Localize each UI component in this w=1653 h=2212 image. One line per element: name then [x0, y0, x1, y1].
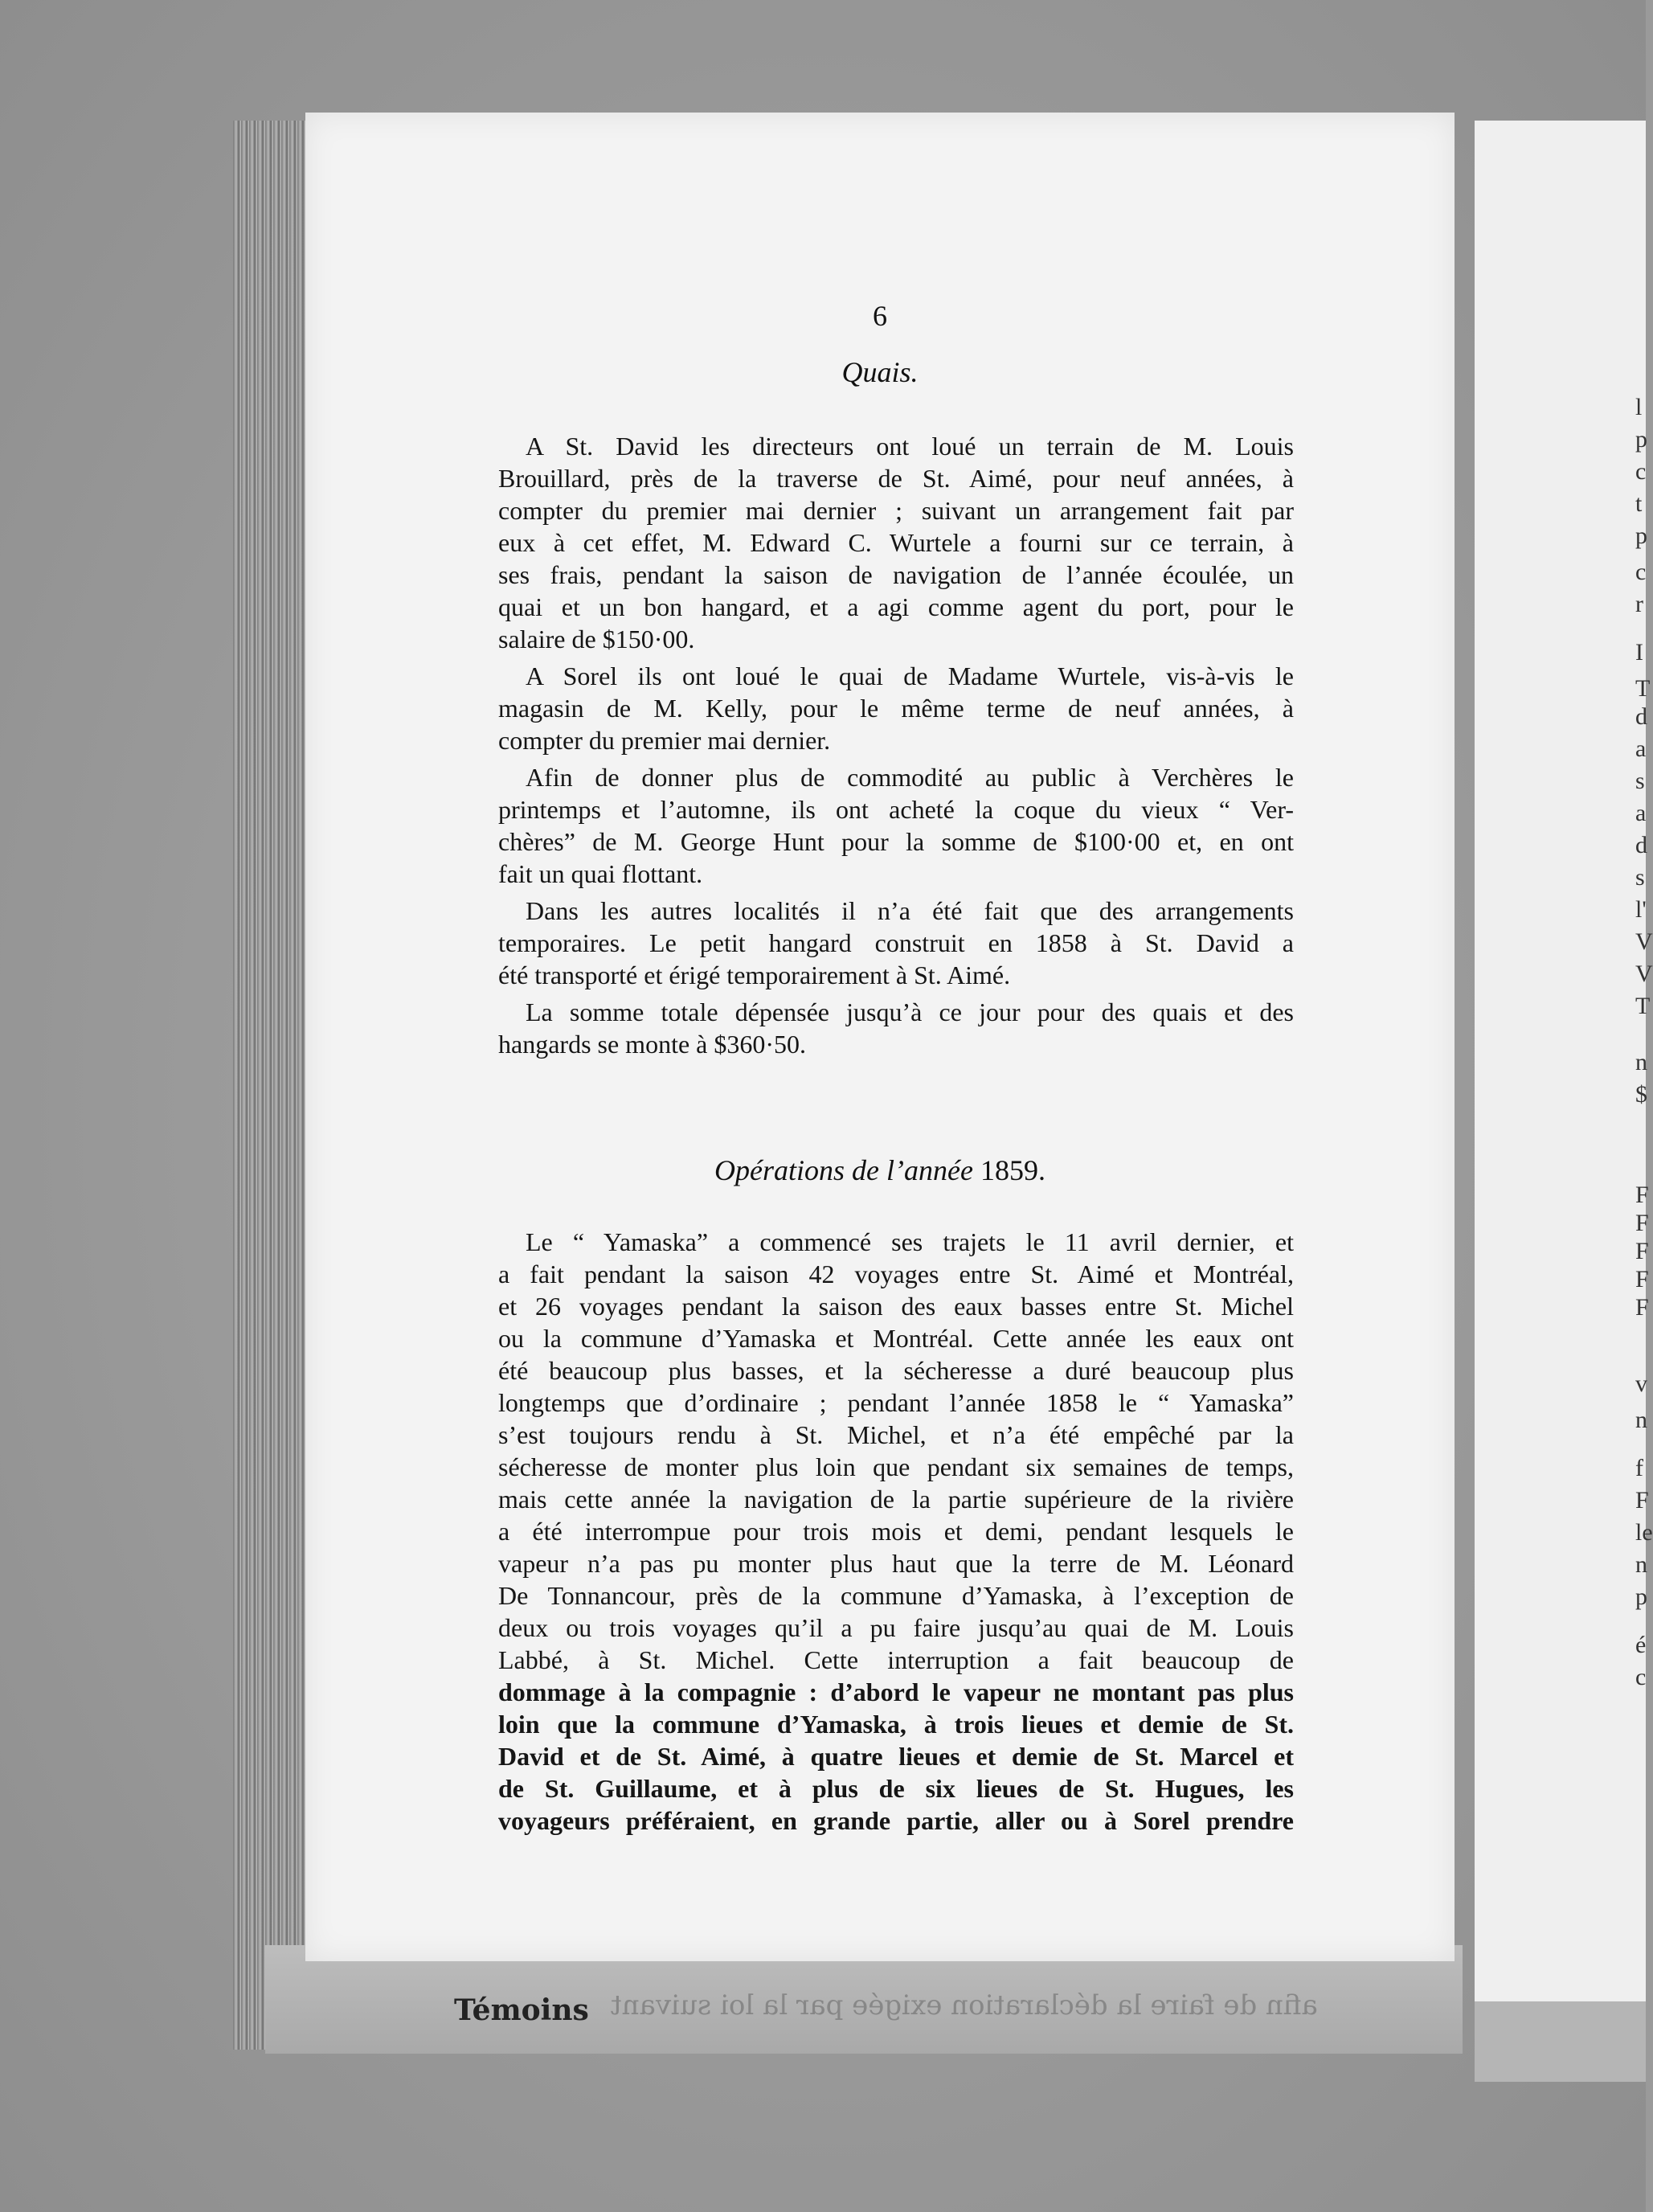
text-line: Dans les autres localités il n’a été fait que des arrangements — [526, 896, 1294, 925]
facing-page-text-fragment: F — [1635, 1210, 1649, 1236]
text-line: a fait pendant la saison 42 voyages entre St. Aimé et Montréal, — [498, 1260, 1294, 1288]
facing-page-text-fragment: F — [1635, 1487, 1649, 1514]
text-line: fait un quai flottant. — [498, 859, 703, 888]
text-line: ou la commune d’Yamaska et Montréal. Cette année les eaux ont — [498, 1324, 1294, 1353]
text-line: loin que la commune d’Yamaska, à trois lieues et demie de St. — [498, 1710, 1294, 1739]
facing-page-text-fragment: I — [1635, 639, 1643, 666]
facing-page-text-fragment: s — [1635, 768, 1645, 794]
facing-page-bottom — [1475, 2001, 1646, 2082]
facing-page-text-fragment: V — [1635, 961, 1653, 987]
text-line: salaire de $150·00. — [498, 625, 695, 653]
page-number: 6 — [873, 300, 887, 332]
text-line: s’est toujours rendu à St. Michel, et n’a été empêché par la — [498, 1420, 1294, 1449]
text-line: compter du premier mai dernier. — [498, 726, 831, 755]
text-line: compter du premier mai dernier ; suivant un arrangement fait par — [498, 496, 1294, 525]
text-line: De Tonnancour, près de la commune d’Yamaska, à l’exception de — [498, 1581, 1294, 1610]
book-page-edges — [233, 121, 313, 2050]
text-line: chères” de M. George Hunt pour la somme de $100·00 et, en ont — [498, 827, 1294, 856]
facing-page-text-fragment: p — [1635, 1583, 1647, 1610]
facing-page-text-fragment: l' — [1635, 896, 1647, 923]
facing-page-text-fragment: T — [1635, 993, 1651, 1019]
facing-page — [1475, 121, 1653, 2001]
section-quais-body — [498, 430, 1294, 1065]
text-line: quai et un bon hangard, et a agi comme agent du port, pour le — [498, 592, 1294, 621]
text-line: A Sorel ils ont loué le quai de Madame Wurtele, vis-à-vis le — [526, 662, 1294, 690]
paragraph — [498, 660, 1294, 756]
facing-page-text-fragment: F — [1635, 1294, 1649, 1321]
paragraph — [498, 1226, 1294, 1837]
text-line: Le “ Yamaska” a commencé ses trajets le 11 avril dernier, et — [526, 1227, 1294, 1256]
section-heading-quais — [305, 355, 1455, 389]
underlying-page-label: Témoins — [454, 1993, 589, 2027]
facing-page-text-fragment: F — [1635, 1238, 1649, 1264]
text-line: La somme totale dépensée jusqu’à ce jour pour des quais et des — [526, 997, 1294, 1026]
text-line: David et de St. Aimé, à quatre lieues et demie de St. Marcel et — [498, 1742, 1294, 1771]
facing-page-text-fragment: T — [1635, 675, 1651, 702]
facing-page-text-fragment: p — [1635, 522, 1647, 549]
facing-page-text-fragment: a — [1635, 735, 1647, 762]
text-line: été transporté et érigé temporairement à St. Aimé. — [498, 961, 1011, 989]
text-line: été beaucoup plus basses, et la sécheresse a duré beaucoup plus — [498, 1356, 1294, 1385]
facing-page-text-fragment: é — [1635, 1632, 1647, 1658]
facing-page-text-fragment: V — [1635, 928, 1653, 955]
paragraph — [498, 895, 1294, 991]
text-line: voyageurs préféraient, en grande partie, aller ou à Sorel prendre — [498, 1806, 1294, 1835]
text-line: printemps et l’automne, ils ont acheté la coque du vieux “ Ver- — [498, 795, 1294, 824]
paragraph — [498, 761, 1294, 890]
text-line: mais cette année la navigation de la partie supérieure de la rivière — [498, 1485, 1294, 1514]
facing-page-text-fragment: c — [1635, 1664, 1647, 1690]
facing-page-text-fragment: F — [1635, 1266, 1649, 1292]
paragraph — [498, 996, 1294, 1060]
facing-page-text-fragment: F — [1635, 1182, 1649, 1208]
facing-page-text-fragment: p — [1635, 426, 1647, 453]
text-line: deux ou trois voyages qu’il a pu faire jusqu’au quai de M. Louis — [498, 1613, 1294, 1642]
text-line: de St. Guillaume, et à plus de six lieues de St. Hugues, les — [498, 1774, 1294, 1803]
facing-page-text-fragment: le — [1635, 1519, 1653, 1546]
facing-page-text-fragment: n — [1635, 1407, 1647, 1433]
facing-page-text-fragment: a — [1635, 800, 1647, 826]
paragraph — [498, 430, 1294, 655]
mirrored-bleed-text: afin de faire la déclaration exigée par la loi suivant — [611, 1989, 1318, 2022]
section-heading-operations — [305, 1153, 1455, 1187]
facing-page-text-fragment: v — [1635, 1370, 1647, 1397]
text-line: Brouillard, près de la traverse de St. Aimé, pour neuf années, à — [498, 464, 1294, 493]
facing-page-text-fragment: n — [1635, 1049, 1647, 1075]
text-line: hangards se monte à $360·50. — [498, 1030, 807, 1059]
text-line: eux à cet effet, M. Edward C. Wurtele a fourni sur ce terrain, à — [498, 528, 1294, 557]
text-line: ses frais, pendant la saison de navigation de l’année écoulée, un — [498, 560, 1294, 589]
section-heading-text: Quais. — [841, 356, 919, 388]
document-page — [305, 113, 1455, 1961]
text-line: et 26 voyages pendant la saison des eaux basses entre St. Michel — [498, 1292, 1294, 1321]
facing-page-text-fragment: d — [1635, 703, 1647, 730]
text-line: temporaires. Le petit hangard construit en 1858 à St. David a — [498, 928, 1294, 957]
section-heading-italic: Opérations de l’année — [714, 1154, 973, 1186]
text-line: Afin de donner plus de commodité au public à Verchères le — [526, 763, 1294, 792]
text-line: vapeur n’a pas pu monter plus haut que la terre de M. Léonard — [498, 1549, 1294, 1578]
text-line: Labbé, à St. Michel. Cette interruption a fait beaucoup de — [498, 1645, 1294, 1674]
facing-page-text-fragment: t — [1635, 490, 1643, 517]
text-line: dommage à la compagnie : d’abord le vapeur ne montant pas plus — [498, 1677, 1294, 1706]
facing-page-text-fragment: n — [1635, 1551, 1647, 1578]
text-line: a été interrompue pour trois mois et demi, pendant lesquels le — [498, 1517, 1294, 1546]
text-line: A St. David les directeurs ont loué un terrain de M. Louis — [526, 432, 1294, 461]
section-heading-year: 1859. — [980, 1154, 1045, 1186]
facing-page-text-fragment: d — [1635, 832, 1647, 858]
facing-page-text-fragment: l — [1635, 394, 1643, 420]
facing-page-text-fragment: r — [1635, 591, 1643, 617]
text-line: sécheresse de monter plus loin que pendant six semaines de temps, — [498, 1452, 1294, 1481]
facing-page-text-fragment: c — [1635, 559, 1647, 585]
text-line: longtemps que d’ordinaire ; pendant l’année 1858 le “ Yamaska” — [498, 1388, 1294, 1417]
facing-page-text-fragment: f — [1635, 1455, 1643, 1481]
text-line: magasin de M. Kelly, pour le même terme de neuf années, à — [498, 694, 1294, 723]
facing-page-text-fragment: c — [1635, 458, 1647, 485]
section-operations-body — [498, 1226, 1294, 1841]
facing-page-text-fragment: $ — [1635, 1081, 1647, 1108]
facing-page-text-fragment: s — [1635, 864, 1645, 891]
